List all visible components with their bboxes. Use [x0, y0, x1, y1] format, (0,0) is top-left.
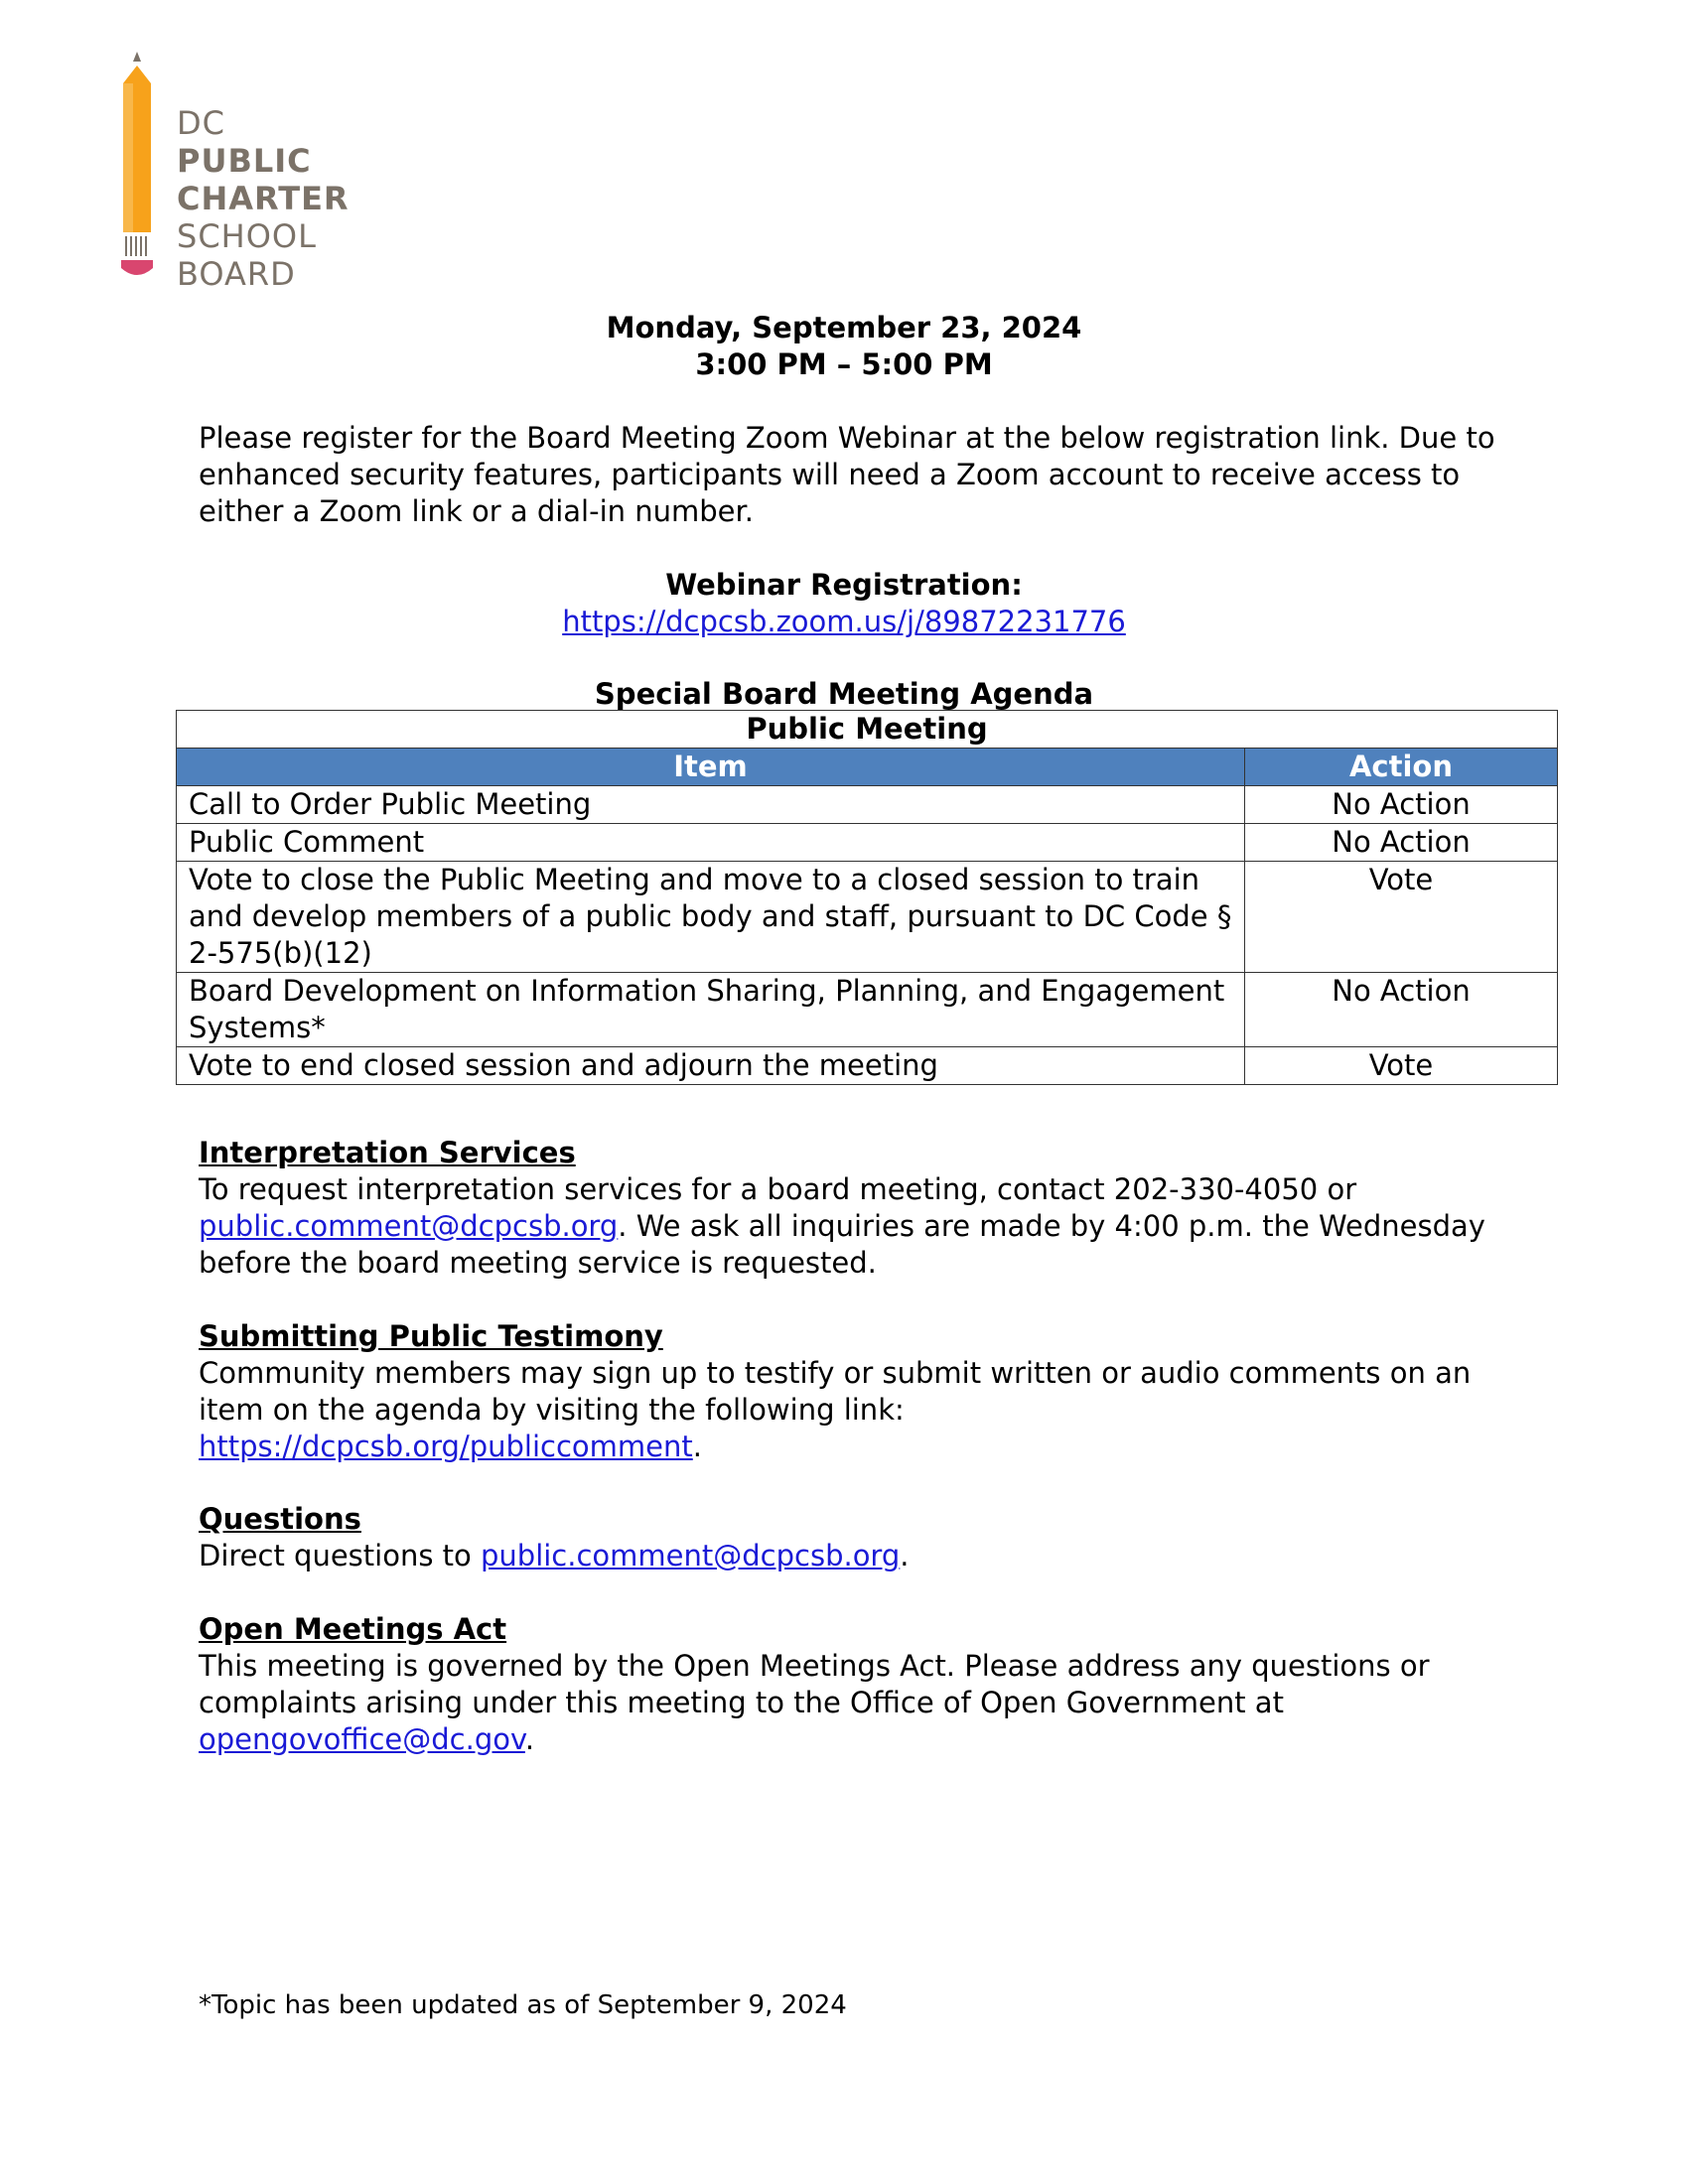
logo-word-charter: CHARTER [177, 180, 350, 217]
testimony-period: . [692, 1430, 702, 1463]
testimony-heading: Submitting Public Testimony [199, 1319, 663, 1353]
logo-word-dc: DC [177, 104, 225, 142]
open-meetings-period: . [524, 1722, 535, 1756]
column-header-action: Action [1245, 749, 1558, 786]
table-row [177, 1047, 1558, 1085]
dcpcsb-logo [117, 50, 375, 298]
webinar-label: Webinar Registration: [665, 568, 1023, 602]
interpretation-heading: Interpretation Services [199, 1136, 576, 1169]
open-meetings-text: This meeting is governed by the Open Meetings Act. Please address any questions or complaints arising under this meeting to the Office of Open Government at [199, 1649, 1430, 1719]
questions-email-link[interactable]: public.comment@dcpcsb.org [481, 1539, 901, 1572]
interpretation-paragraph [199, 1171, 1519, 1282]
intro-paragraph: Please register for the Board Meeting Zoom Webinar at the below registration link. Due to enhanced security features, participants will need a Zoom account to receive access to either a Zoom link or a dial-in number. [199, 421, 1495, 528]
questions-period: . [900, 1539, 910, 1572]
meeting-date: Monday, September 23, 2024 [606, 311, 1082, 344]
logo-word-school: SCHOOL [177, 217, 317, 255]
column-header-item: Item [177, 749, 1245, 786]
agenda-action: No Action [1245, 973, 1558, 1047]
open-gov-email-link[interactable]: opengovoffice@dc.gov [199, 1722, 525, 1756]
table-row [177, 862, 1558, 973]
agenda-action: No Action [1245, 786, 1558, 824]
table-row [177, 786, 1558, 824]
agenda-item: Call to Order Public Meeting [177, 786, 1245, 824]
agenda-item: Public Comment [177, 824, 1245, 862]
meeting-time: 3:00 PM – 5:00 PM [695, 347, 993, 381]
pencil-icon [117, 50, 157, 288]
table-row [177, 973, 1558, 1047]
agenda-subtitle: Public Meeting [177, 711, 1558, 749]
agenda-table [176, 710, 1558, 1085]
logo-word-public: PUBLIC [177, 142, 312, 180]
questions-text: Direct questions to [199, 1539, 481, 1572]
interpretation-text-after: . We ask all inquiries are made by 4:00 p.m. the Wednesday before the board meeting service is requested. [199, 1209, 1485, 1280]
questions-paragraph [199, 1538, 1519, 1574]
agenda-action: Vote [1245, 1047, 1558, 1085]
testimony-text: Community members may sign up to testify or submit written or audio comments on an item on the agenda by visiting the following link: [199, 1356, 1472, 1427]
interpretation-text-before: To request interpretation services for a board meeting, contact 202-330-4050 or [199, 1172, 1357, 1206]
agenda-item: Vote to end closed session and adjourn the meeting [177, 1047, 1245, 1085]
open-meetings-paragraph [199, 1648, 1509, 1758]
testimony-paragraph [199, 1355, 1519, 1465]
public-comment-link[interactable]: https://dcpcsb.org/publiccomment [199, 1430, 693, 1463]
footnote: *Topic has been updated as of September 9, 2024 [199, 1990, 847, 2020]
webinar-registration-link[interactable]: https://dcpcsb.zoom.us/j/89872231776 [562, 605, 1126, 638]
interpretation-email-link[interactable]: public.comment@dcpcsb.org [199, 1209, 619, 1243]
agenda-item: Vote to close the Public Meeting and move to a closed session to train and develop members of a public body and staff, pursuant to DC Code § 2-575(b)(12) [177, 862, 1245, 973]
agenda-item: Board Development on Information Sharing, Planning, and Engagement Systems* [177, 973, 1245, 1047]
table-row [177, 824, 1558, 862]
open-meetings-heading: Open Meetings Act [199, 1612, 507, 1646]
questions-heading: Questions [199, 1502, 361, 1536]
agenda-action: No Action [1245, 824, 1558, 862]
agenda-action: Vote [1245, 862, 1558, 973]
logo-word-board: BOARD [177, 255, 296, 293]
agenda-title: Special Board Meeting Agenda [594, 677, 1094, 711]
